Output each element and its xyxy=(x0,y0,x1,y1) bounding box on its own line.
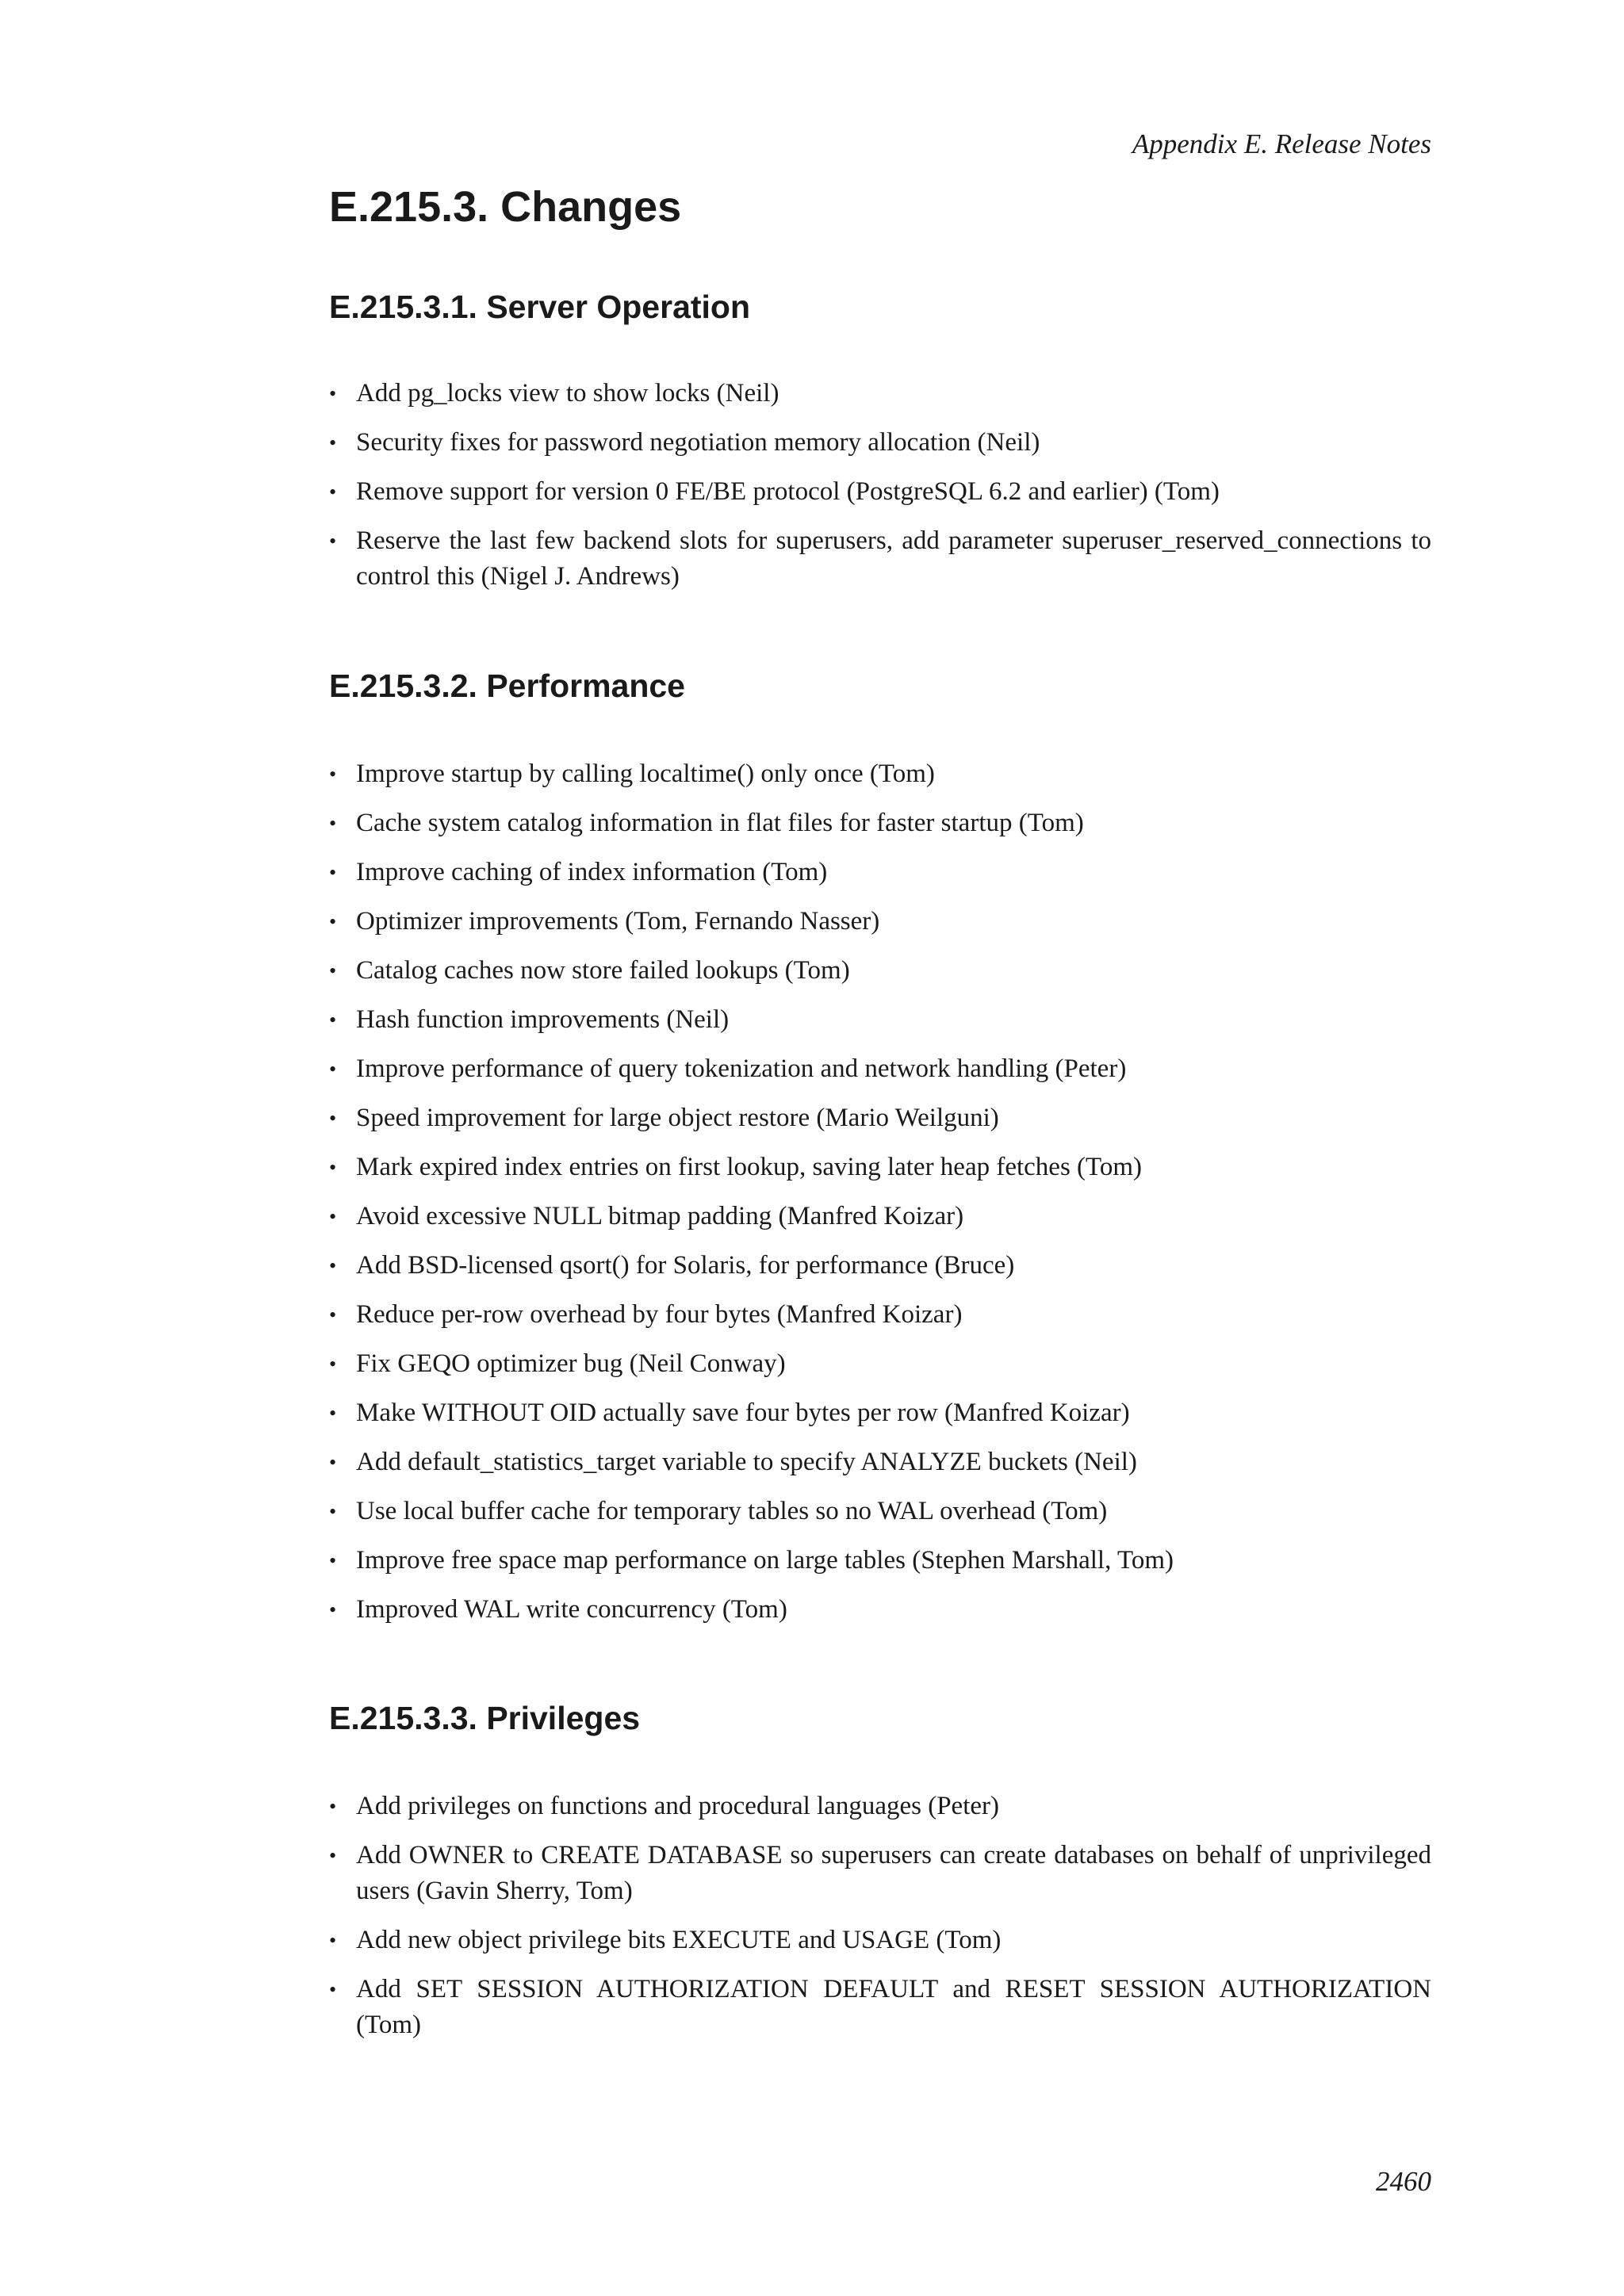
list-item: • Improve free space map performance on large tables (Stephen Marshall, Tom) xyxy=(329,1543,1431,1578)
chapter-title: E.215.3. Changes xyxy=(329,183,682,231)
list-item: • Speed improvement for large object restore (Mario Weilguni) xyxy=(329,1100,1431,1136)
list-item: • Optimizer improvements (Tom, Fernando Nasser) xyxy=(329,904,1431,939)
server-operation-list xyxy=(329,376,1431,608)
document-page xyxy=(329,0,1431,2296)
list-item: • Improved WAL write concurrency (Tom) xyxy=(329,1592,1431,1628)
privileges-list xyxy=(329,1789,1431,2057)
list-item: • Avoid excessive NULL bitmap padding (Manfred Koizar) xyxy=(329,1199,1431,1234)
section-title-server-operation: E.215.3.1. Server Operation xyxy=(329,289,750,325)
list-item: • Mark expired index entries on first lookup, saving later heap fetches (Tom) xyxy=(329,1150,1431,1185)
section-title-privileges: E.215.3.3. Privileges xyxy=(329,1700,641,1736)
list-item: • Improve performance of query tokenization and network handling (Peter) xyxy=(329,1051,1431,1087)
list-item: • Add default_statistics_target variable to specify ANALYZE buckets (Neil) xyxy=(329,1445,1431,1480)
list-item: • Cache system catalog information in flat files for faster startup (Tom) xyxy=(329,806,1431,841)
list-item: • Remove support for version 0 FE/BE protocol (PostgreSQL 6.2 and earlier) (Tom) xyxy=(329,474,1431,510)
list-item: • Add new object privilege bits EXECUTE and USAGE (Tom) xyxy=(329,1923,1431,1958)
list-item: • Reduce per-row overhead by four bytes (Manfred Koizar) xyxy=(329,1297,1431,1333)
list-item: • Catalog caches now store failed lookups (Tom) xyxy=(329,953,1431,989)
list-item: • Reserve the last few backend slots for superusers, add parameter superuser_reserved_connections to control this (Nigel J. Andrews) xyxy=(329,523,1431,595)
list-item: • Use local buffer cache for temporary tables so no WAL overhead (Tom) xyxy=(329,1494,1431,1529)
list-item: • Add SET SESSION AUTHORIZATION DEFAULT and RESET SESSION AUTHORIZATION (Tom) xyxy=(329,1972,1431,2043)
list-item: • Security fixes for password negotiation memory allocation (Neil) xyxy=(329,425,1431,461)
list-item: • Add BSD-licensed qsort() for Solaris, for performance (Bruce) xyxy=(329,1248,1431,1284)
list-item: • Hash function improvements (Neil) xyxy=(329,1002,1431,1038)
list-item: • Add privileges on functions and procedural languages (Peter) xyxy=(329,1789,1431,1824)
list-item: • Add OWNER to CREATE DATABASE so superusers can create databases on behalf of unprivileged users (Gavin Sherry, Tom) xyxy=(329,1838,1431,1909)
list-item: • Fix GEQO optimizer bug (Neil Conway) xyxy=(329,1346,1431,1382)
section-title-performance: E.215.3.2. Performance xyxy=(329,668,685,704)
page-number: 2460 xyxy=(1376,2166,1431,2197)
performance-list xyxy=(329,756,1431,1641)
list-item: • Add pg_locks view to show locks (Neil) xyxy=(329,376,1431,411)
list-item: • Improve startup by calling localtime() only once (Tom) xyxy=(329,756,1431,792)
list-item: • Make WITHOUT OID actually save four bytes per row (Manfred Koizar) xyxy=(329,1395,1431,1431)
list-item: • Improve caching of index information (Tom) xyxy=(329,855,1431,890)
running-header: Appendix E. Release Notes xyxy=(1132,128,1431,159)
